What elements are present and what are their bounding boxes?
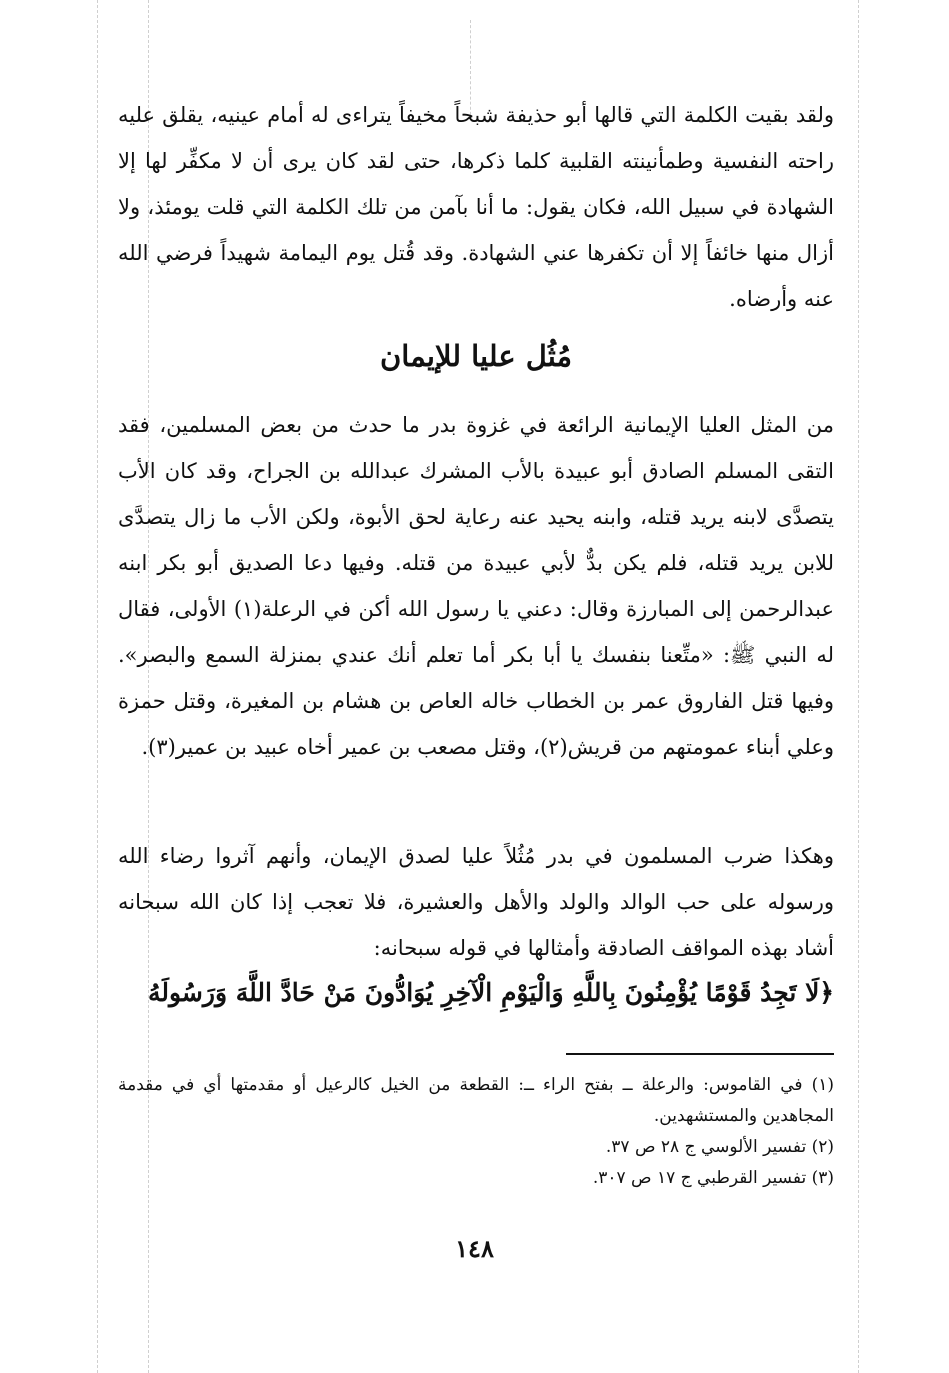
quran-verse: ﴿لَا تَجِدُ قَوْمًا يُؤْمِنُونَ بِاللَّهِ وَالْيَوْمِ الْآخِرِ يُوَادُّونَ مَنْ حَادَّ اللَّهَ وَرَسُولَهُ xyxy=(148,978,834,1007)
footnote-separator xyxy=(566,1053,834,1055)
section-heading: مُثُل عليا للإيمان xyxy=(379,339,573,373)
margin-guide-left xyxy=(97,0,98,1373)
footnotes-list xyxy=(118,1070,834,1194)
margin-guide-right xyxy=(858,0,859,1373)
paragraph-badr-examples: من المثل العليا الإيمانية الرائعة في غزوة بدر ما حدث من بعض المسلمين، فقد التقى المسلم الصادق أبو عبيدة بالأب المشرك عبدالله بن الجراح، وقد كان الأب يتصدَّى لابنه يريد قتله، وابنه يحيد عنه رعاية لحق الأبوة، ولكن الأب ما زال يتصدَّى للابن يريد قتله، فلم يكن بدٌّ لأبي عبيدة من قتله. وفيها دعا الصديق أبو بكر ابنه عبدالرحمن إلى المبارزة وقال: دعني يا رسول الله أكن في الرعلة(١) الأولى، فقال له النبي ﷺ: «متِّعنا بنفسك يا أبا بكر أما تعلم أنك عندي بمنزلة السمع والبصر». وفيها قتل الفاروق عمر بن الخطاب خاله العاص بن هشام بن المغيرة، وقتل حمزة وعلي أبناء عمومتهم من قريش(٢)، وقتل مصعب بن عمير أخاه عبيد بن عمير(٣). xyxy=(118,413,835,759)
paragraph-intro: ولقد بقيت الكلمة التي قالها أبو حذيفة شبحاً مخيفاً يتراءى له أمام عينيه، يقلق عليه راحته النفسية وطمأنينته القلبية كلما ذكرها، حتى لقد كان يرى أن لا مكفِّر لها إلا الشهادة في سبيل الله، فكان يقول: ما أنا بآمن من تلك الكلمة التي قلت يومئذ، ولا أزال منها خائفاً إلا أن تكفرها عني الشهادة. وقد قُتل يوم اليمامة شهيداً فرضي الله عنه وأرضاه. xyxy=(118,103,834,311)
footnote-1: (١) في القاموس: والرعلة ــ بفتح الراء ــ: القطعة من الخيل كالرعيل أو مقدمتها أي في مقدمة المجاهدين والمستشهدين. xyxy=(118,1075,834,1126)
footnote-2: (٢) تفسير الألوسي ج ٢٨ ص ٣٧. xyxy=(605,1137,834,1157)
footnote-3: (٣) تفسير القرطبي ج ١٧ ص ٣٠٧. xyxy=(592,1168,834,1188)
page-number: ١٤٨ xyxy=(455,1234,494,1263)
paragraph-conclusion: وهكذا ضرب المسلمون في بدر مُثُلاً عليا لصدق الإيمان، وأنهم آثروا رضاء الله ورسوله على حب الوالد والولد والأهل والعشيرة، فلا تعجب إذا كان الله سبحانه أشاد بهذه المواقف الصادقة وأمثالها في قوله سبحانه: xyxy=(118,844,834,960)
